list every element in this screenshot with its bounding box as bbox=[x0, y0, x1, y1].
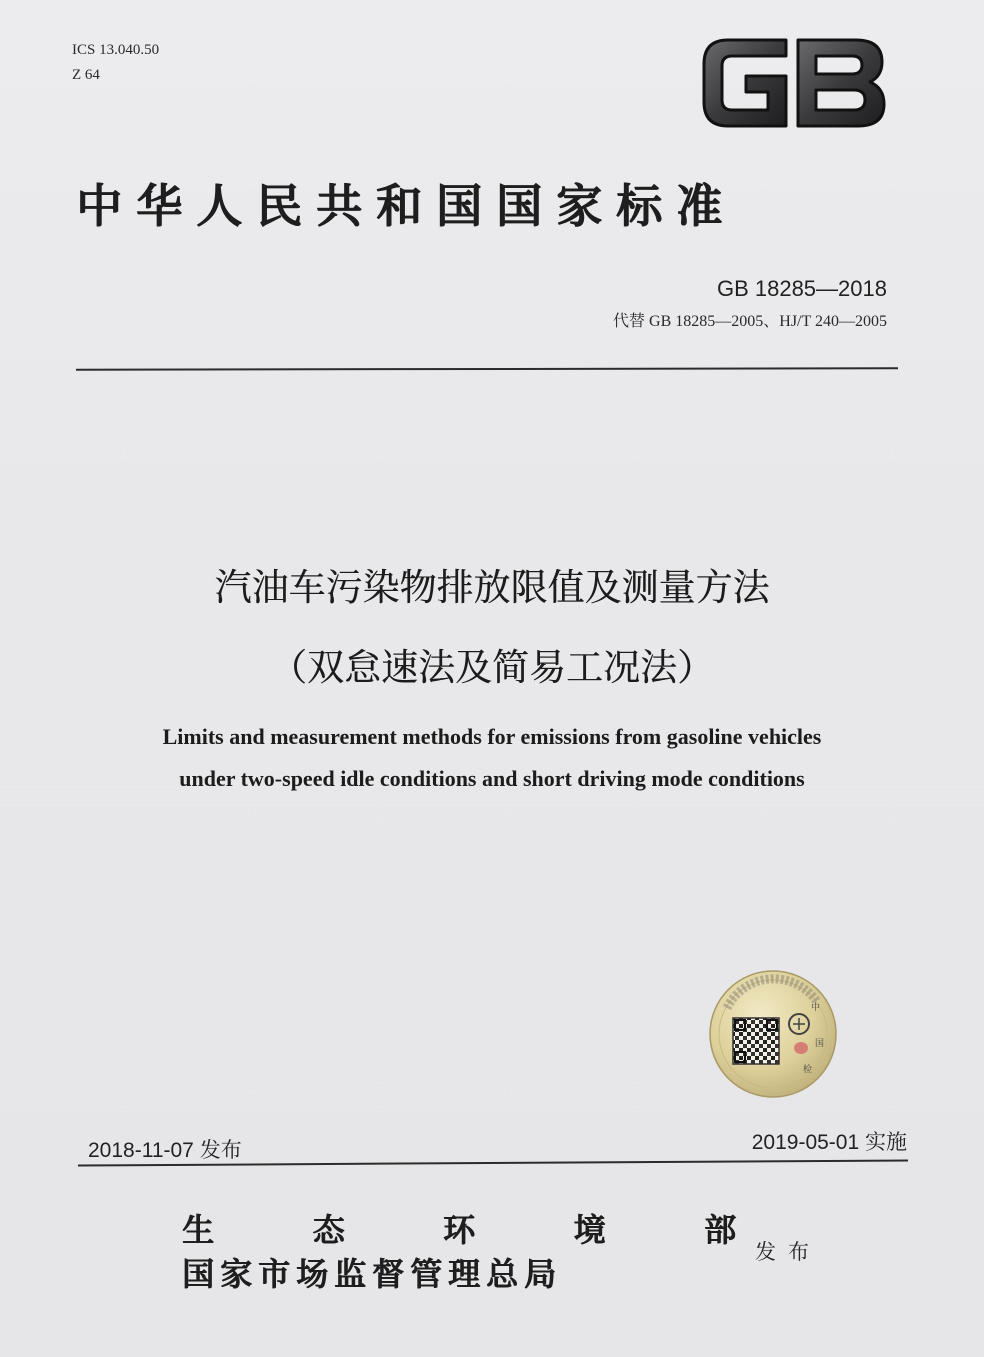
publisher-char: 态 bbox=[312, 1211, 345, 1249]
title-chinese: 汽油车污染物排放限值及测量方法 bbox=[214, 566, 770, 609]
publisher-char: 生 bbox=[182, 1211, 215, 1249]
publisher-samr: 国家市场监督管理总局 bbox=[182, 1255, 563, 1293]
implementation-date: 2019-05-01 实施 bbox=[751, 1131, 907, 1154]
ics-code: ICS 13.040.50 bbox=[72, 42, 160, 58]
title-english-line2: under two-speed idle conditions and short driving mode conditions bbox=[179, 766, 805, 791]
title-english bbox=[0, 716, 984, 800]
anti-counterfeit-seal-icon bbox=[707, 968, 839, 1100]
classification-codes bbox=[72, 38, 159, 88]
document-header-title: 中华人民共和国国家标准 bbox=[76, 179, 736, 233]
issue-date: 2018-11-07 发布 bbox=[88, 1139, 242, 1162]
subtitle-chinese: （双怠速法及简易工况法） bbox=[270, 646, 714, 689]
replaces-standards: 代替 GB 18285—2005、HJ/T 240—2005 bbox=[613, 313, 887, 330]
svg-text:国: 国 bbox=[815, 1039, 825, 1049]
gb-logo-icon bbox=[694, 26, 894, 138]
svg-text:中: 中 bbox=[811, 1003, 821, 1013]
svg-text:检: 检 bbox=[803, 1065, 813, 1075]
standard-number: GB 18285—2018 bbox=[716, 276, 887, 301]
publisher-char: 环 bbox=[442, 1211, 475, 1249]
ccs-code: Z 64 bbox=[72, 67, 100, 83]
publisher-mee bbox=[182, 1205, 736, 1251]
title-english-line1: Limits and measurement methods for emissions from gasoline vehicles bbox=[162, 724, 822, 749]
header-divider bbox=[76, 367, 898, 370]
publish-label: 发布 bbox=[755, 1240, 821, 1264]
publisher-char: 部 bbox=[703, 1211, 736, 1249]
publisher-char: 境 bbox=[573, 1211, 606, 1249]
